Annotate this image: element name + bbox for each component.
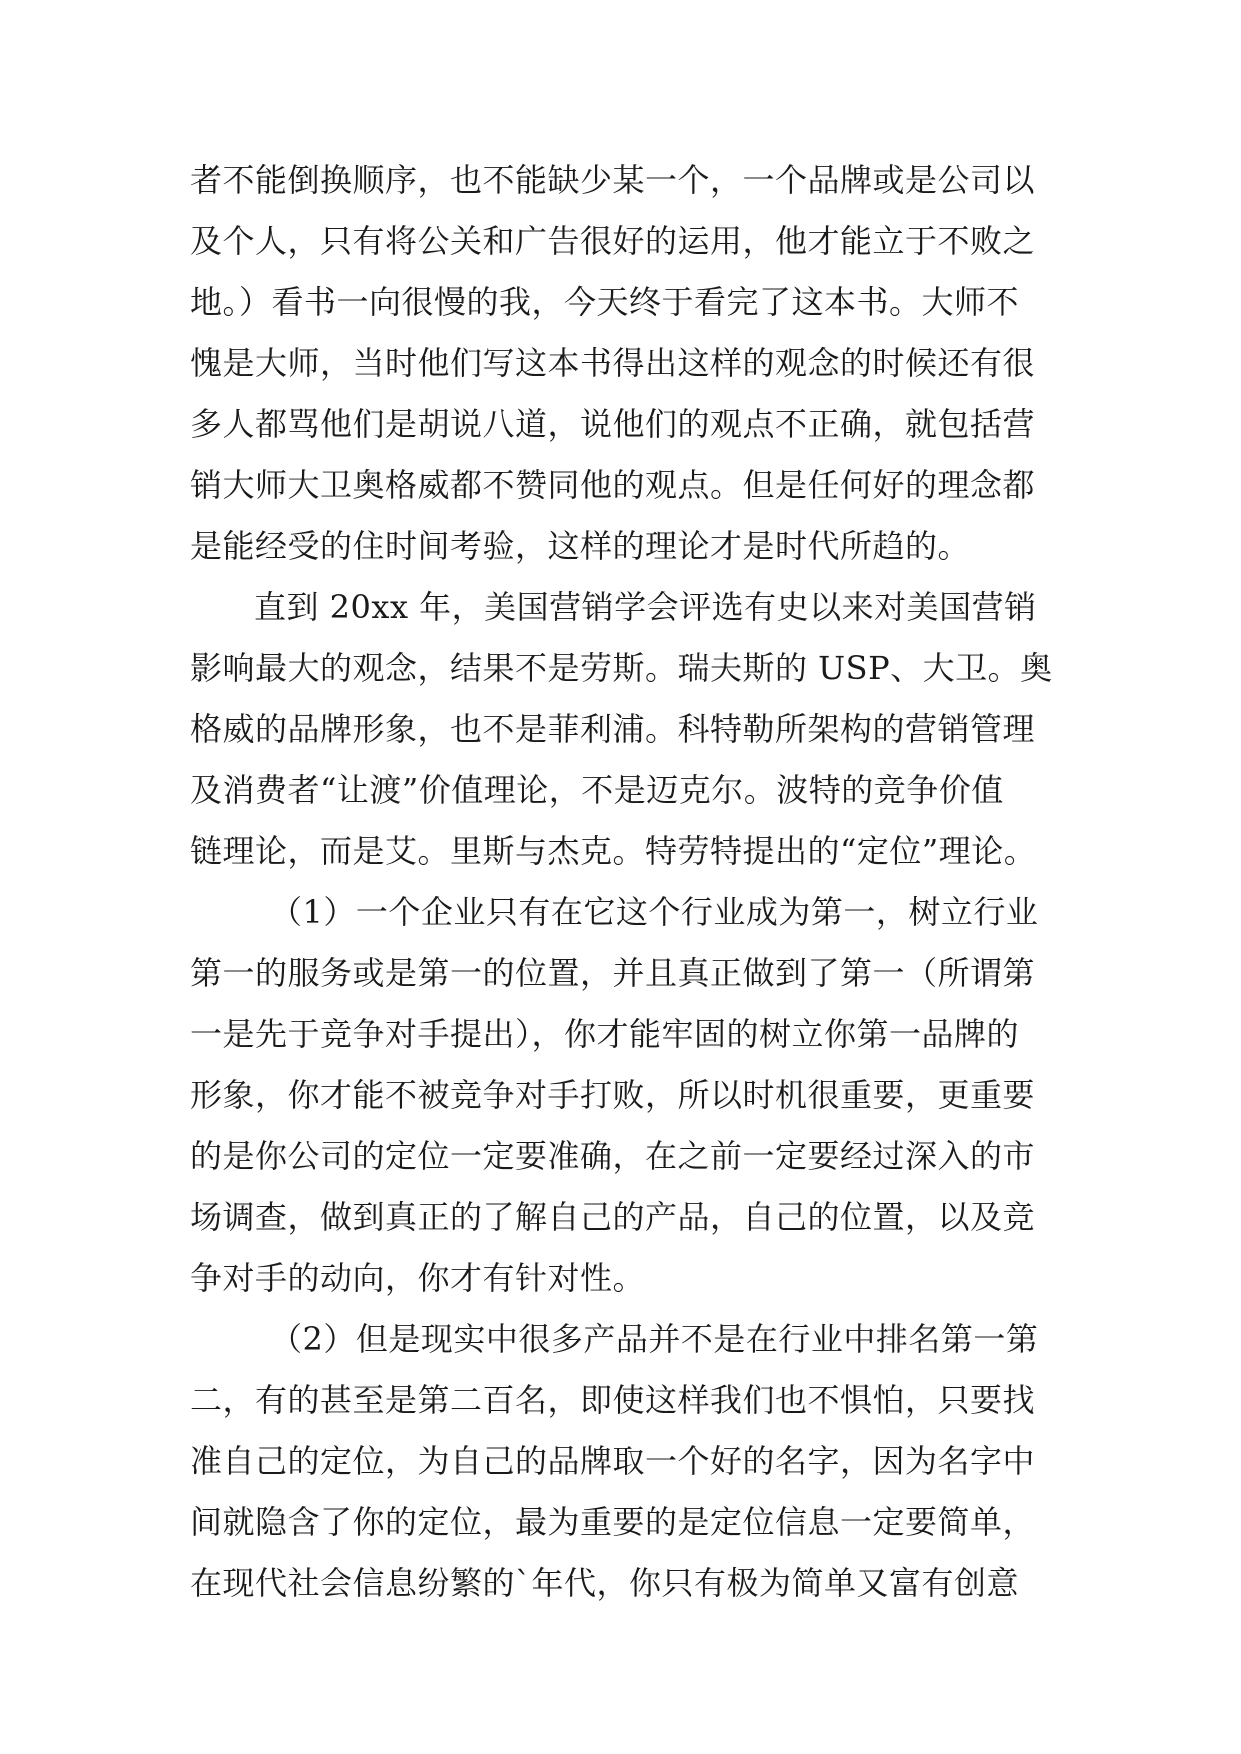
text-line: 二，有的甚至是第二百名，即使这样我们也不惧怕，只要找	[190, 1381, 1036, 1419]
text-line: 及消费者“让渡”价值理论，不是迈克尔。波特的竞争价值	[190, 771, 1004, 809]
text-line: 场调查，做到真正的了解自己的产品，自己的位置，以及竞	[190, 1198, 1036, 1236]
text-line: 多人都骂他们是胡说八道，说他们的观点不正确，就包括营	[190, 405, 1036, 443]
text-line: 是能经受的住时间考验，这样的理论才是时代所趋的。	[190, 527, 971, 565]
paragraph-first-line: （2）但是现实中很多产品并不是在行业中排名第一第	[270, 1320, 1039, 1358]
text-line: 准自己的定位，为自己的品牌取一个好的名字，因为名字中	[190, 1442, 1036, 1480]
body-text	[190, 150, 1070, 1614]
text-line: 者不能倒换顺序，也不能缺少某一个，一个品牌或是公司以	[190, 161, 1036, 199]
text-line: 销大师大卫奥格威都不赞同他的观点。但是任何好的理念都	[190, 466, 1036, 504]
text-line: 地。）看书一向很慢的我，今天终于看完了这本书。大师不	[190, 283, 1020, 321]
text-line: 愧是大师，当时他们写这本书得出这样的观念的时候还有很	[190, 344, 1036, 382]
paragraph-first-line: （1）一个企业只有在它这个行业成为第一，树立行业	[270, 893, 1039, 931]
paragraph-first-line: 直到 20xx 年，美国营销学会评选有史以来对美国营销	[254, 588, 1037, 626]
text-line: 在现代社会信息纷繁的`年代，你只有极为简单又富有创意	[190, 1564, 1020, 1602]
text-line: 一是先于竞争对手提出），你才能牢固的树立你第一品牌的	[190, 1015, 1020, 1053]
text-line: 第一的服务或是第一的位置，并且真正做到了第一（所谓第	[190, 954, 1036, 992]
text-line: 形象，你才能不被竞争对手打败，所以时机很重要，更重要	[190, 1076, 1036, 1114]
text-line: 格威的品牌形象，也不是菲利浦。科特勒所架构的营销管理	[190, 710, 1036, 748]
text-line: 的是你公司的定位一定要准确，在之前一定要经过深入的市	[190, 1137, 1036, 1175]
text-line: 影响最大的观念，结果不是劳斯。瑞夫斯的 USP、大卫。奥	[190, 649, 1053, 687]
text-line: 争对手的动向，你才有针对性。	[190, 1259, 646, 1297]
text-line: 间就隐含了你的定位，最为重要的是定位信息一定要简单，	[190, 1503, 1036, 1541]
text-line: 链理论，而是艾。里斯与杰克。特劳特提出的“定位”理论。	[190, 832, 1037, 870]
text-line: 及个人，只有将公关和广告很好的运用，他才能立于不败之	[190, 222, 1036, 260]
